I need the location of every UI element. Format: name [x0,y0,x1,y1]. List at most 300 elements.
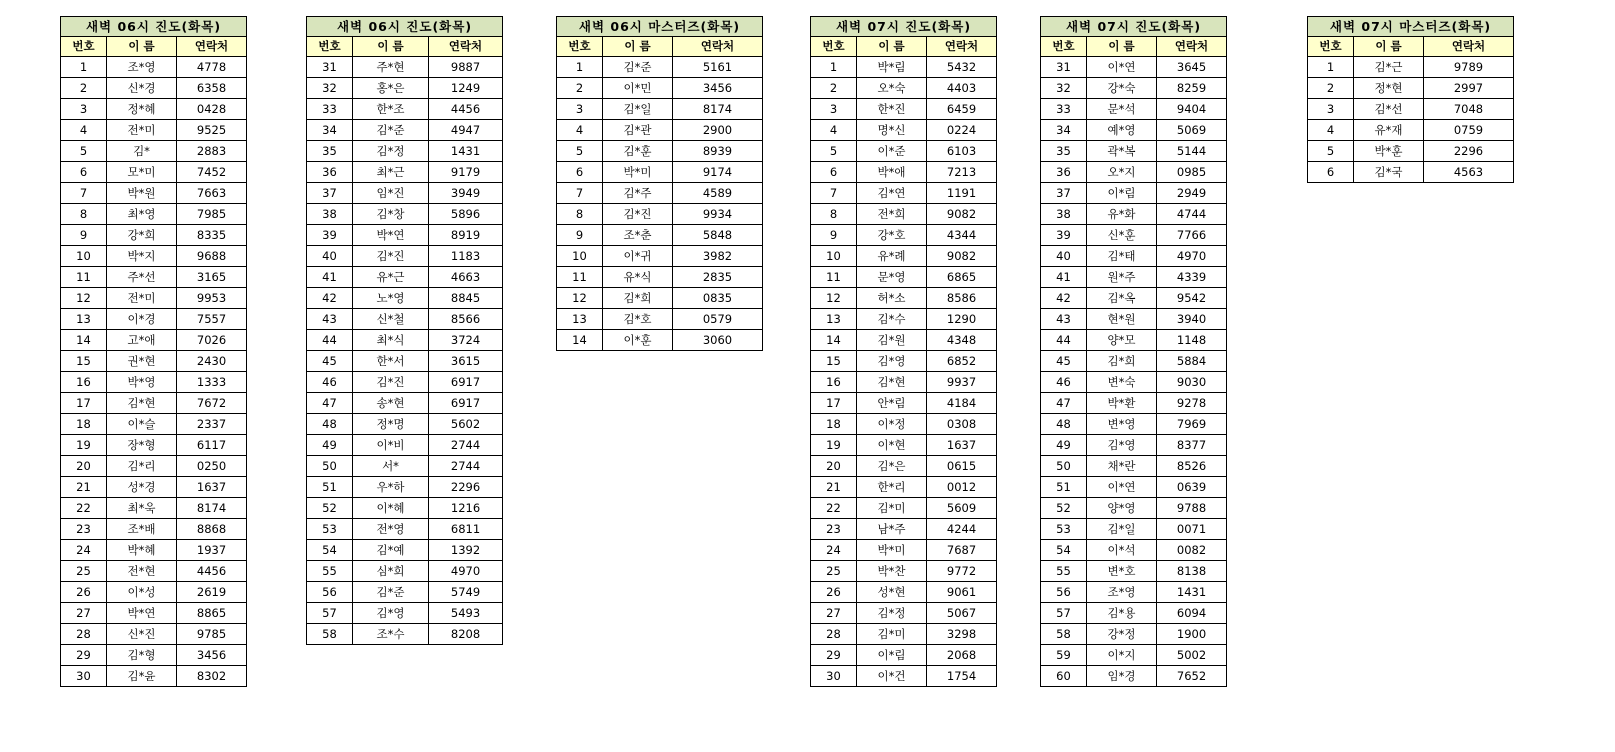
cell-name: 유*례 [857,246,927,267]
cell-name: 김*용 [1087,603,1157,624]
cell-contact: 2068 [927,645,997,666]
cell-number: 14 [557,330,603,351]
table-row [61,330,247,351]
cell-contact: 7026 [177,330,247,351]
cell-contact: 0835 [673,288,763,309]
cell-number: 47 [307,393,353,414]
cell-number: 2 [61,78,107,99]
table-row [557,57,763,78]
cell-contact: 6917 [429,372,503,393]
table-row [307,267,503,288]
table-row [307,78,503,99]
cell-name: 오*숙 [857,78,927,99]
table-row [811,456,997,477]
cell-number: 13 [61,309,107,330]
cell-contact: 0428 [177,99,247,120]
cell-name: 한*리 [857,477,927,498]
cell-contact: 9525 [177,120,247,141]
cell-name: 서* [353,456,429,477]
table-row [61,561,247,582]
cell-contact: 6103 [927,141,997,162]
table-row [1041,561,1227,582]
table-row [61,162,247,183]
cell-name: 조*영 [1087,582,1157,603]
cell-number: 45 [307,351,353,372]
cell-contact: 7766 [1157,225,1227,246]
cell-contact: 1637 [177,477,247,498]
table-row [61,246,247,267]
header-name: 이 름 [1087,37,1157,57]
table-row [1308,141,1514,162]
cell-contact: 8526 [1157,456,1227,477]
table-row [811,393,997,414]
cell-contact: 9772 [927,561,997,582]
table-row [61,624,247,645]
cell-contact: 6459 [927,99,997,120]
table-row [307,435,503,456]
table-row [1041,78,1227,99]
table-row [307,309,503,330]
cell-contact: 8845 [429,288,503,309]
cell-number: 34 [307,120,353,141]
cell-name: 양*영 [1087,498,1157,519]
table-title: 새벽 07시 진도(화목) [811,17,997,37]
cell-name: 김*준 [353,582,429,603]
cell-name: 박*지 [107,246,177,267]
header-name: 이 름 [857,37,927,57]
cell-contact: 9953 [177,288,247,309]
cell-contact: 8208 [429,624,503,645]
table-row [1041,645,1227,666]
table-row [1041,57,1227,78]
cell-name: 김*정 [857,603,927,624]
cell-contact: 1148 [1157,330,1227,351]
table-row [1041,603,1227,624]
table-row [1041,498,1227,519]
cell-name: 김*준 [603,57,673,78]
cell-number: 7 [61,183,107,204]
cell-name: 신*경 [107,78,177,99]
cell-number: 19 [811,435,857,456]
cell-number: 33 [307,99,353,120]
cell-contact: 1392 [429,540,503,561]
cell-number: 5 [557,141,603,162]
cell-number: 3 [811,99,857,120]
table-row [1041,183,1227,204]
table-row [307,57,503,78]
cell-number: 16 [61,372,107,393]
cell-contact: 2835 [673,267,763,288]
table-title: 새벽 06시 마스터즈(화목) [557,17,763,37]
table-row [1041,477,1227,498]
table-row [61,267,247,288]
cell-name: 전*희 [857,204,927,225]
header-number: 번호 [1308,37,1354,57]
table-row [61,477,247,498]
header-row [307,37,503,57]
cell-name: 이*귀 [603,246,673,267]
cell-number: 51 [1041,477,1087,498]
cell-number: 12 [557,288,603,309]
cell-name: 모*미 [107,162,177,183]
cell-number: 46 [307,372,353,393]
cell-contact: 0759 [1424,120,1514,141]
cell-contact: 6094 [1157,603,1227,624]
header-name: 이 름 [603,37,673,57]
cell-number: 40 [1041,246,1087,267]
cell-number: 18 [61,414,107,435]
cell-contact: 9937 [927,372,997,393]
cell-name: 한*서 [353,351,429,372]
table-row [307,372,503,393]
cell-name: 이*건 [857,666,927,687]
cell-name: 김*영 [857,351,927,372]
table-row [1041,330,1227,351]
cell-number: 36 [1041,162,1087,183]
table-row [1041,666,1227,687]
table-row [557,78,763,99]
cell-number: 4 [1308,120,1354,141]
cell-number: 28 [61,624,107,645]
cell-number: 48 [1041,414,1087,435]
table-row [61,519,247,540]
table-row [557,267,763,288]
table-row [557,288,763,309]
cell-number: 9 [557,225,603,246]
cell-name: 이*준 [857,141,927,162]
table-row [1041,372,1227,393]
roster-table [60,16,247,687]
cell-contact: 3724 [429,330,503,351]
cell-name: 허*소 [857,288,927,309]
cell-contact: 9887 [429,57,503,78]
table-row [1041,456,1227,477]
cell-number: 41 [307,267,353,288]
cell-name: 채*란 [1087,456,1157,477]
cell-number: 31 [307,57,353,78]
cell-name: 조*배 [107,519,177,540]
cell-contact: 3165 [177,267,247,288]
cell-number: 57 [307,603,353,624]
cell-number: 2 [811,78,857,99]
cell-name: 권*현 [107,351,177,372]
cell-name: 고*애 [107,330,177,351]
table-row [61,372,247,393]
cell-number: 2 [1308,78,1354,99]
cell-contact: 4589 [673,183,763,204]
cell-name: 박*연 [107,603,177,624]
table-row [307,141,503,162]
cell-contact: 7672 [177,393,247,414]
cell-contact: 9542 [1157,288,1227,309]
table-row [307,204,503,225]
cell-contact: 5144 [1157,141,1227,162]
cell-contact: 9785 [177,624,247,645]
table-row [61,498,247,519]
cell-contact: 9030 [1157,372,1227,393]
table-row [307,330,503,351]
cell-contact: 1333 [177,372,247,393]
cell-contact: 7048 [1424,99,1514,120]
cell-contact: 4663 [429,267,503,288]
header-name: 이 름 [107,37,177,57]
table-row [1041,120,1227,141]
cell-name: 전*미 [107,288,177,309]
table-row [1041,141,1227,162]
cell-number: 59 [1041,645,1087,666]
cell-name: 박*연 [353,225,429,246]
table-row [307,540,503,561]
cell-number: 44 [307,330,353,351]
cell-number: 49 [307,435,353,456]
cell-name: 주*선 [107,267,177,288]
table-row [61,99,247,120]
cell-name: 김*진 [353,246,429,267]
table-row [307,603,503,624]
cell-number: 6 [61,162,107,183]
cell-contact: 5161 [673,57,763,78]
cell-contact: 0082 [1157,540,1227,561]
cell-number: 42 [307,288,353,309]
table-row [307,519,503,540]
cell-number: 1 [1308,57,1354,78]
cell-name: 한*조 [353,99,429,120]
header-number: 번호 [61,37,107,57]
cell-contact: 4970 [1157,246,1227,267]
table-row [61,225,247,246]
cell-name: 김*근 [1354,57,1424,78]
cell-contact: 4563 [1424,162,1514,183]
cell-contact: 9082 [927,204,997,225]
cell-contact: 2900 [673,120,763,141]
table-row [811,624,997,645]
cell-number: 8 [811,204,857,225]
table-row [61,120,247,141]
cell-number: 22 [61,498,107,519]
table-row [1041,162,1227,183]
cell-number: 41 [1041,267,1087,288]
cell-name: 이*혜 [353,498,429,519]
cell-name: 전*현 [107,561,177,582]
cell-number: 57 [1041,603,1087,624]
table-row [811,519,997,540]
cell-number: 20 [811,456,857,477]
cell-contact: 9082 [927,246,997,267]
header-row [1041,37,1227,57]
table-row [307,99,503,120]
cell-contact: 5749 [429,582,503,603]
cell-name: 김*리 [107,456,177,477]
cell-contact: 3940 [1157,309,1227,330]
cell-name: 김* [107,141,177,162]
cell-name: 남*주 [857,519,927,540]
cell-name: 이*경 [107,309,177,330]
cell-name: 김*예 [353,540,429,561]
table-row [1041,246,1227,267]
cell-number: 26 [61,582,107,603]
cell-contact: 0012 [927,477,997,498]
cell-name: 유*식 [603,267,673,288]
table-row [811,78,997,99]
cell-name: 박*환 [1087,393,1157,414]
cell-contact: 7452 [177,162,247,183]
cell-name: 김*희 [603,288,673,309]
table-row [1041,624,1227,645]
table-row [61,645,247,666]
cell-contact: 1191 [927,183,997,204]
table-row [811,414,997,435]
cell-number: 8 [61,204,107,225]
cell-number: 56 [1041,582,1087,603]
cell-contact: 5896 [429,204,503,225]
cell-contact: 9789 [1424,57,1514,78]
cell-number: 58 [307,624,353,645]
cell-name: 신*훈 [1087,225,1157,246]
cell-number: 16 [811,372,857,393]
cell-number: 32 [1041,78,1087,99]
cell-contact: 4456 [429,99,503,120]
cell-number: 24 [811,540,857,561]
cell-name: 이*훈 [603,330,673,351]
roster-table [810,16,997,687]
header-contact: 연락처 [429,37,503,57]
cell-number: 35 [307,141,353,162]
cell-number: 56 [307,582,353,603]
table-row [811,183,997,204]
cell-contact: 9788 [1157,498,1227,519]
table-title: 새벽 07시 진도(화목) [1041,17,1227,37]
table-row [1041,267,1227,288]
cell-name: 김*연 [857,183,927,204]
cell-number: 6 [811,162,857,183]
cell-contact: 7213 [927,162,997,183]
table-row [811,666,997,687]
cell-contact: 3982 [673,246,763,267]
cell-number: 4 [811,120,857,141]
table-row [811,435,997,456]
cell-number: 48 [307,414,353,435]
cell-name: 박*원 [107,183,177,204]
cell-contact: 8259 [1157,78,1227,99]
cell-contact: 1431 [429,141,503,162]
cell-number: 32 [307,78,353,99]
cell-contact: 3949 [429,183,503,204]
cell-number: 13 [811,309,857,330]
cell-contact: 2430 [177,351,247,372]
cell-number: 9 [811,225,857,246]
cell-contact: 0071 [1157,519,1227,540]
cell-name: 최*욱 [107,498,177,519]
table-row [557,99,763,120]
cell-contact: 1937 [177,540,247,561]
cell-name: 이*비 [353,435,429,456]
cell-name: 이*민 [603,78,673,99]
cell-contact: 9179 [429,162,503,183]
cell-number: 30 [61,666,107,687]
table-row [61,57,247,78]
cell-name: 신*진 [107,624,177,645]
table-row [557,246,763,267]
cell-number: 33 [1041,99,1087,120]
table-row [811,246,997,267]
cell-number: 11 [557,267,603,288]
cell-name: 김*영 [353,603,429,624]
table-row [557,204,763,225]
table-row [811,540,997,561]
table-row [811,351,997,372]
table-row [307,246,503,267]
cell-contact: 7687 [927,540,997,561]
cell-name: 박*혜 [107,540,177,561]
table-row [61,288,247,309]
cell-contact: 0615 [927,456,997,477]
cell-number: 25 [811,561,857,582]
table-row [1041,582,1227,603]
cell-name: 조*수 [353,624,429,645]
table-row [307,288,503,309]
cell-number: 28 [811,624,857,645]
cell-number: 9 [61,225,107,246]
table-row [61,414,247,435]
cell-name: 심*희 [353,561,429,582]
cell-number: 12 [811,288,857,309]
table-row [307,414,503,435]
cell-name: 최*영 [107,204,177,225]
cell-number: 3 [557,99,603,120]
cell-number: 29 [811,645,857,666]
cell-name: 임*진 [353,183,429,204]
cell-contact: 0579 [673,309,763,330]
roster-table [1307,16,1514,183]
cell-number: 7 [811,183,857,204]
cell-number: 4 [61,120,107,141]
header-name: 이 름 [353,37,429,57]
cell-number: 43 [307,309,353,330]
cell-number: 46 [1041,372,1087,393]
cell-contact: 5067 [927,603,997,624]
cell-name: 김*관 [603,120,673,141]
cell-name: 김*태 [1087,246,1157,267]
cell-number: 25 [61,561,107,582]
cell-name: 변*영 [1087,414,1157,435]
cell-contact: 4403 [927,78,997,99]
cell-name: 정*현 [1354,78,1424,99]
cell-name: 문*석 [1087,99,1157,120]
roster-table [556,16,763,351]
cell-contact: 8919 [429,225,503,246]
cell-contact: 5069 [1157,120,1227,141]
table-row [307,624,503,645]
table-row [61,540,247,561]
cell-number: 50 [307,456,353,477]
cell-name: 곽*복 [1087,141,1157,162]
cell-name: 주*현 [353,57,429,78]
table-row [61,78,247,99]
table-row [307,351,503,372]
cell-name: 김*현 [107,393,177,414]
cell-name: 김*호 [603,309,673,330]
cell-number: 21 [811,477,857,498]
cell-contact: 2337 [177,414,247,435]
cell-name: 송*현 [353,393,429,414]
cell-number: 14 [61,330,107,351]
cell-contact: 2744 [429,435,503,456]
header-contact: 연락처 [1157,37,1227,57]
cell-number: 7 [557,183,603,204]
table-row [811,330,997,351]
table-row [61,603,247,624]
table-row [1308,78,1514,99]
